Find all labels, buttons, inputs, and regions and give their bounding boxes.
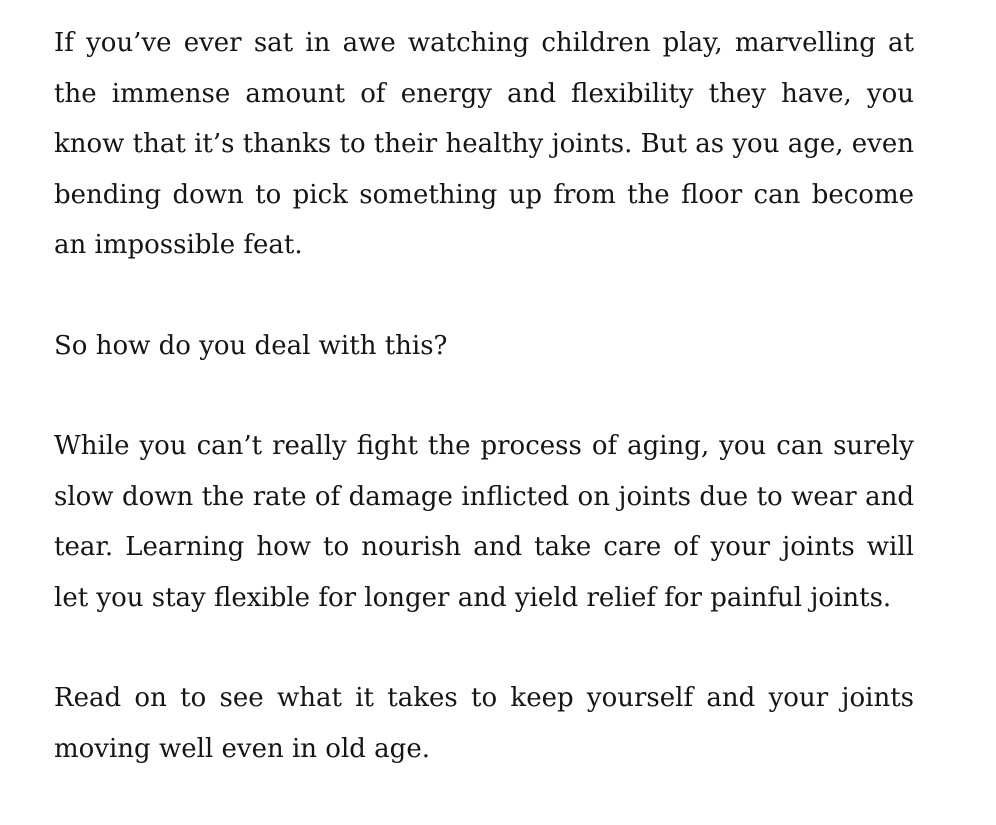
paragraph-explanation: While you can’t really fight the process of aging, you can surely slow down the rate of damage inflicted on joints due to wear and tear. Learning how to nourish and take care of your joints will let you stay flexible for longer and yield relief for painful joints.: [54, 431, 914, 613]
paragraph-intro: If you’ve ever sat in awe watching children play, marvelling at the immense amount of energy and flexibility they have, you know that it’s thanks to their healthy joints. But as you age, even bending down to pick something up from the floor can become an impossible feat.: [54, 28, 914, 260]
paragraph-question: So how do you deal with this?: [54, 330, 448, 361]
paragraph-closing: Read on to see what it takes to keep yourself and your joints moving well even in old age.: [54, 683, 914, 764]
article-body: [54, 18, 914, 774]
